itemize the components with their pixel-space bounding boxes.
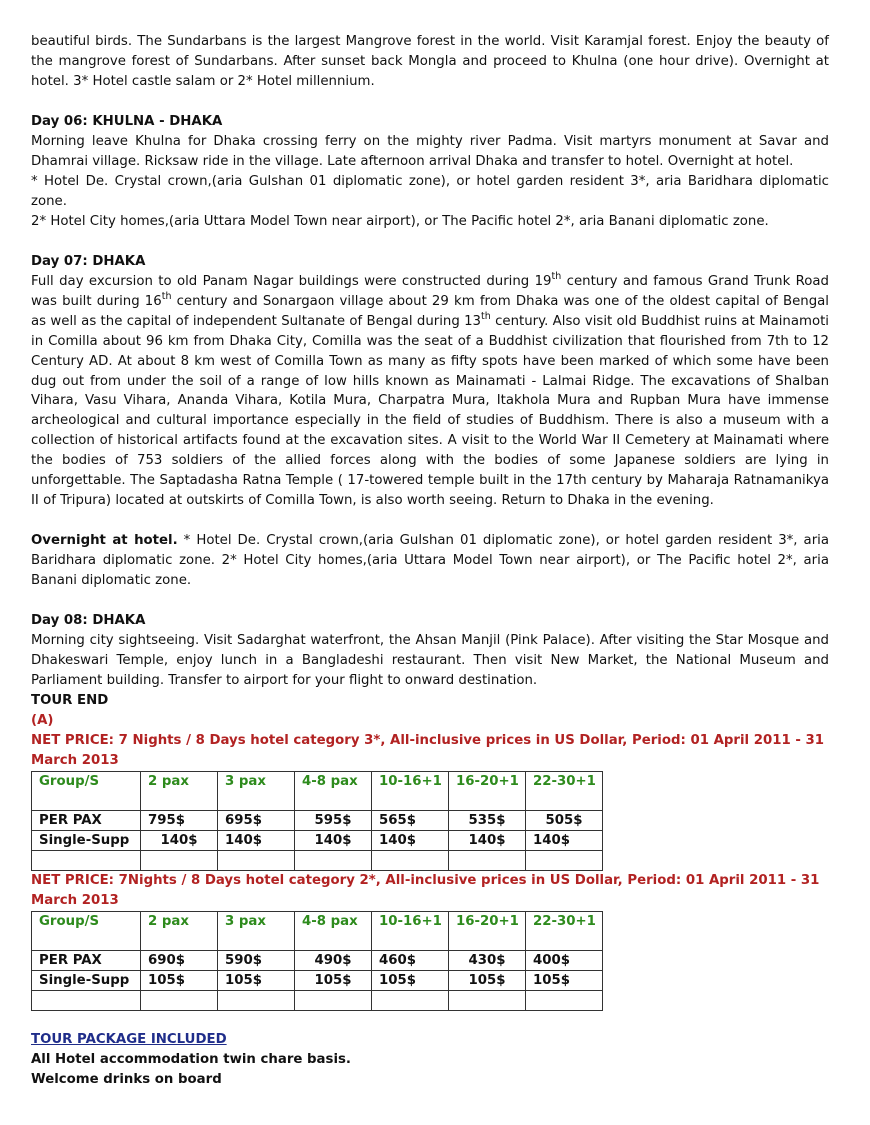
price-table-2-title: NET PRICE: 7Nights / 8 Days hotel category 2*, All-inclusive prices in US Dollar, Period: 01 April 2011 - 31 March 2013 [31, 872, 820, 908]
table-cell: 430$ [449, 950, 526, 970]
table-cell: 140$ [449, 830, 526, 850]
table-header: 4-8 pax [295, 771, 372, 810]
table-cell: 105$ [218, 970, 295, 990]
table-row-per-pax [32, 810, 603, 830]
table-cell: 690$ [141, 950, 218, 970]
table-cell: 590$ [218, 950, 295, 970]
price-table-1 [31, 771, 603, 871]
table-cell-empty [372, 990, 449, 1010]
price-table-2-header-row [32, 911, 603, 950]
table-row-per-pax [32, 950, 603, 970]
table-cell: PER PAX [32, 950, 141, 970]
table-header: 3 pax [218, 911, 295, 950]
table-row-single-supp [32, 830, 603, 850]
table-cell: Single-Supp [32, 830, 141, 850]
table-cell-empty [295, 850, 372, 870]
day-06-text: Morning leave Khulna for Dhaka crossing ferry on the mighty river Padma. Visit martyrs monument at Savar and Dhamrai village. Ricksaw ride in the village. Late afternoon arrival Dhaka and transfer to hotel. Overnight at hotel. [31, 134, 829, 169]
overnight-text: Overnight at hotel. * Hotel De. Crystal crown,(aria Gulshan 01 diplomatic zone), or hotel garden resident 3*, aria Baridhara diplomatic zone. 2* Hotel City homes,(aria Uttara Model Town near airport), or The Pacific hotel 2*, aria Banani diplomatic zone. [31, 532, 829, 588]
table-cell-empty [218, 850, 295, 870]
price-table-1-header-row [32, 771, 603, 810]
table-cell: 105$ [449, 970, 526, 990]
included-item: All Hotel accommodation twin chare basis. [31, 1051, 351, 1067]
table-cell: 460$ [372, 950, 449, 970]
table-header: 10-16+1 [372, 911, 449, 950]
table-cell-empty [218, 990, 295, 1010]
table-header: 2 pax [141, 771, 218, 810]
day-08-section [31, 611, 829, 711]
table-header: 10-16+1 [372, 771, 449, 810]
day-07-text: Full day excursion to old Panam Nagar buildings were constructed during 19th century and famous Grand Trunk Road was built during 16th century and Sonargaon village about 29 km from Dhaka was one of the oldest capital of Bengal as well as the capital of independent Sultanate of Bengal during 13th century. Also visit old Buddhist ruins at Mainamoti in Comilla about 96 km from Dhaka City, Comilla was the seat of a Buddhist civilization that flourished from 7th to 12 Century AD. At about 8 km west of Comilla Town as many as fifty spots have been marked of which some have been dug out from under the soil of a range of low hills known as Mainamati - Lalmai Ridge. The excavations of Shalban Vihara, Vasu Vihara, Ananda Vihara, Kotila Mura, Charpatra Mura, Itakhola Mura and Rupban Mura have immense archeological and cultural importance especially in the field of studies of Buddhism. There is also a museum with a collection of historical artifacts found at the excavation sites. A visit to the World War II Cemetery at Mainamati where the bodies of 753 soldiers of the allied forces along with the bodies of some Japanese soldiers are lying in unforgettable. The Saptadasha Ratna Temple ( 17-towered temple built in the 17th century by Maharaja Ratnamanikya II of Tripura) located at outskirts of Comilla Town, is also worth seeing. Return to Dhaka in the evening. [31, 271, 829, 508]
table-cell-empty [141, 850, 218, 870]
table-cell: 140$ [526, 830, 603, 850]
day-07-title: Day 07: DHAKA [31, 254, 146, 269]
table-cell: 140$ [295, 830, 372, 850]
price-table-1-title: NET PRICE: 7 Nights / 8 Days hotel category 3*, All-inclusive prices in US Dollar, Period: 01 April 2011 - 31 March 2013 [31, 732, 824, 768]
table-cell: 400$ [526, 950, 603, 970]
overnight-section [31, 531, 829, 591]
table-cell-empty [141, 990, 218, 1010]
table-cell: 565$ [372, 810, 449, 830]
table-cell-empty [449, 850, 526, 870]
table-cell: 535$ [449, 810, 526, 830]
table-header: Group/S [32, 771, 141, 810]
overnight-label: Overnight at hotel. [31, 532, 178, 548]
table-cell: Single-Supp [32, 970, 141, 990]
included-item: Welcome drinks on board [31, 1071, 222, 1087]
intro-paragraph: beautiful birds. The Sundarbans is the largest Mangrove forest in the world. Visit Karamjal forest. Enjoy the beauty of the mangrove forest of Sundarbans. After sunset back Mongla and proceed to Khulna (one hour drive). Overnight at hotel. 3* Hotel castle salam or 2* Hotel millennium. [31, 34, 829, 89]
table-row-empty [32, 850, 603, 870]
table-cell-empty [32, 990, 141, 1010]
table-cell-empty [526, 990, 603, 1010]
table-row-empty [32, 990, 603, 1010]
table-cell: 595$ [295, 810, 372, 830]
table-cell-empty [372, 850, 449, 870]
day-06-hotels-3star: * Hotel De. Crystal crown,(aria Gulshan 01 diplomatic zone), or hotel garden resident 3*, aria Baridhara diplomatic zone. [31, 174, 829, 209]
table-cell: 795$ [141, 810, 218, 830]
table-header: 3 pax [218, 771, 295, 810]
table-cell: 490$ [295, 950, 372, 970]
table-header: Group/S [32, 911, 141, 950]
table-cell-empty [526, 850, 603, 870]
table-header: 4-8 pax [295, 911, 372, 950]
tour-end: TOUR END [31, 692, 109, 708]
table-cell: 105$ [141, 970, 218, 990]
day-06-hotels-2star: 2* Hotel City homes,(aria Uttara Model Town near airport), or The Pacific hotel 2*, aria Banani diplomatic zone. [31, 214, 769, 229]
table-cell-empty [32, 850, 141, 870]
day-07-section [31, 252, 829, 511]
tour-package-included-link[interactable]: TOUR PACKAGE INCLUDED [31, 1031, 227, 1047]
table-header: 22-30+1 [526, 911, 603, 950]
day-06-title: Day 06: KHULNA - DHAKA [31, 114, 223, 129]
table-cell: PER PAX [32, 810, 141, 830]
table-row-single-supp [32, 970, 603, 990]
table-cell: 695$ [218, 810, 295, 830]
table-cell: 105$ [372, 970, 449, 990]
table-header: 16-20+1 [449, 771, 526, 810]
table-header: 22-30+1 [526, 771, 603, 810]
table-cell: 105$ [295, 970, 372, 990]
day-08-text: Morning city sightseeing. Visit Sadarghat waterfront, the Ahsan Manjil (Pink Palace). After visiting the Star Mosque and Dhakeswari Temple, enjoy lunch in a Bangladeshi restaurant. Then visit New Market, the National Museum and Parliament building. Transfer to airport for your flight to onward destination. [31, 632, 829, 688]
table-header: 2 pax [141, 911, 218, 950]
document-page [31, 32, 829, 1090]
option-label: (A) [31, 712, 54, 728]
table-cell: 505$ [526, 810, 603, 830]
day-06-section [31, 112, 829, 232]
price-table-2 [31, 911, 603, 1011]
table-cell: 140$ [141, 830, 218, 850]
table-cell: 140$ [218, 830, 295, 850]
table-cell: 140$ [372, 830, 449, 850]
table-cell: 105$ [526, 970, 603, 990]
table-cell-empty [295, 990, 372, 1010]
day-08-title: Day 08: DHAKA [31, 612, 146, 628]
table-cell-empty [449, 990, 526, 1010]
table-header: 16-20+1 [449, 911, 526, 950]
